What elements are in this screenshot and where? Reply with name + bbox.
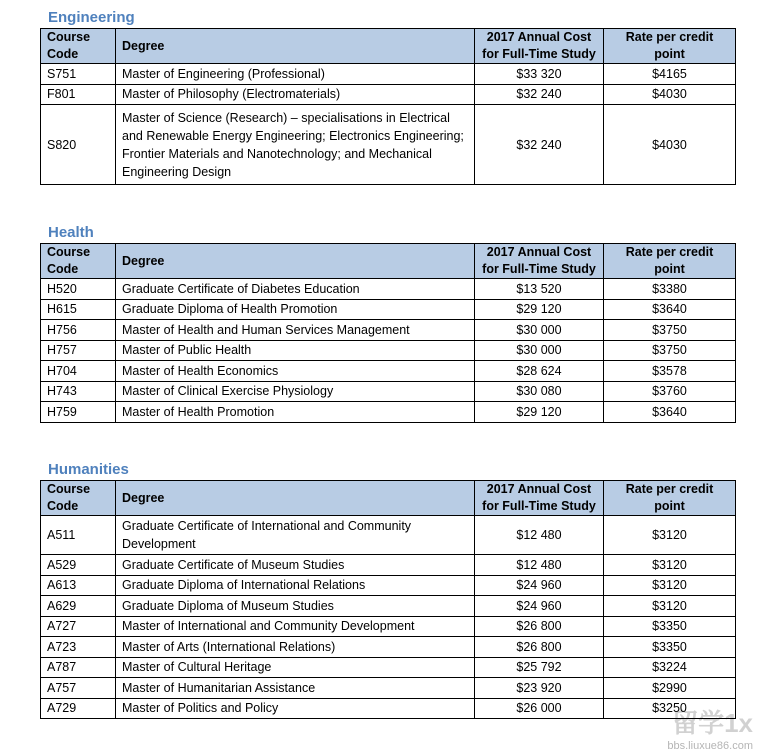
annual-cost: $30 000 [475, 340, 604, 361]
degree-name: Master of Health Economics [116, 361, 475, 382]
degree-name: Master of Humanitarian Assistance [116, 678, 475, 699]
table-row [41, 279, 736, 300]
annual-cost: $33 320 [475, 64, 604, 85]
table-row [41, 637, 736, 658]
degree-name: Graduate Diploma of Museum Studies [116, 596, 475, 617]
credit-rate: $3750 [604, 320, 736, 341]
section-title: Health [48, 224, 94, 241]
table-header-row [41, 481, 736, 516]
table-row [41, 64, 736, 85]
header-rate: Rate per credit point [604, 481, 736, 516]
annual-cost: $24 960 [475, 575, 604, 596]
course-code: S820 [41, 105, 116, 185]
table-row [41, 555, 736, 576]
degree-name: Master of Cultural Heritage [116, 657, 475, 678]
degree-name: Master of Philosophy (Electromaterials) [116, 84, 475, 105]
degree-name: Master of Science (Research) – specialisations in Electrical and Renewable Energy Engineering; Electronics Engineering; Frontier Materials and Nanotechnology; and Mechanical Engineering Design [116, 105, 475, 185]
fee-table [40, 28, 736, 185]
table-row [41, 320, 736, 341]
course-code: A787 [41, 657, 116, 678]
degree-name: Graduate Certificate of Museum Studies [116, 555, 475, 576]
table-row [41, 678, 736, 699]
table-row [41, 616, 736, 637]
credit-rate: $3380 [604, 279, 736, 300]
table-row [41, 105, 736, 185]
credit-rate: $3640 [604, 402, 736, 423]
table-row [41, 657, 736, 678]
credit-rate: $3224 [604, 657, 736, 678]
annual-cost: $24 960 [475, 596, 604, 617]
degree-name: Graduate Certificate of International and Community Development [116, 516, 475, 555]
credit-rate: $4165 [604, 64, 736, 85]
credit-rate: $4030 [604, 84, 736, 105]
section-engineering [40, 8, 735, 185]
table-row [41, 299, 736, 320]
header-rate: Rate per credit point [604, 29, 736, 64]
annual-cost: $12 480 [475, 516, 604, 555]
annual-cost: $12 480 [475, 555, 604, 576]
header-course-code: Course Code [41, 481, 116, 516]
annual-cost: $29 120 [475, 402, 604, 423]
credit-rate: $3120 [604, 555, 736, 576]
header-course-code: Course Code [41, 244, 116, 279]
degree-name: Master of Politics and Policy [116, 698, 475, 719]
header-rate: Rate per credit point [604, 244, 736, 279]
course-code: A729 [41, 698, 116, 719]
annual-cost: $13 520 [475, 279, 604, 300]
table-row [41, 340, 736, 361]
course-code: A629 [41, 596, 116, 617]
section-title: Engineering [48, 9, 135, 26]
degree-name: Master of Engineering (Professional) [116, 64, 475, 85]
degree-name: Graduate Diploma of International Relations [116, 575, 475, 596]
annual-cost: $32 240 [475, 105, 604, 185]
course-code: H757 [41, 340, 116, 361]
course-code: H615 [41, 299, 116, 320]
course-code: A727 [41, 616, 116, 637]
credit-rate: $3578 [604, 361, 736, 382]
credit-rate: $3350 [604, 616, 736, 637]
header-degree: Degree [116, 244, 475, 279]
annual-cost: $30 000 [475, 320, 604, 341]
course-code: H704 [41, 361, 116, 382]
course-code: H743 [41, 381, 116, 402]
course-code: H759 [41, 402, 116, 423]
course-code: A723 [41, 637, 116, 658]
degree-name: Master of Health Promotion [116, 402, 475, 423]
table-header-row [41, 29, 736, 64]
credit-rate: $3120 [604, 596, 736, 617]
degree-name: Master of Clinical Exercise Physiology [116, 381, 475, 402]
header-course-code: Course Code [41, 29, 116, 64]
course-code: A529 [41, 555, 116, 576]
annual-cost: $28 624 [475, 361, 604, 382]
annual-cost: $26 800 [475, 637, 604, 658]
degree-name: Master of International and Community Development [116, 616, 475, 637]
degree-name: Master of Health and Human Services Management [116, 320, 475, 341]
table-row [41, 84, 736, 105]
table-row [41, 361, 736, 382]
course-code: S751 [41, 64, 116, 85]
credit-rate: $3350 [604, 637, 736, 658]
fee-table [40, 480, 736, 719]
credit-rate: $4030 [604, 105, 736, 185]
credit-rate: $3750 [604, 340, 736, 361]
table-row [41, 596, 736, 617]
fee-table [40, 243, 736, 423]
header-annual-cost: 2017 Annual Cost for Full-Time Study [475, 244, 604, 279]
header-degree: Degree [116, 29, 475, 64]
annual-cost: $25 792 [475, 657, 604, 678]
credit-rate: $3120 [604, 516, 736, 555]
table-row [41, 698, 736, 719]
credit-rate: $2990 [604, 678, 736, 699]
header-annual-cost: 2017 Annual Cost for Full-Time Study [475, 481, 604, 516]
course-code: F801 [41, 84, 116, 105]
degree-name: Master of Public Health [116, 340, 475, 361]
credit-rate: $3250 [604, 698, 736, 719]
degree-name: Graduate Certificate of Diabetes Education [116, 279, 475, 300]
course-code: H756 [41, 320, 116, 341]
degree-name: Graduate Diploma of Health Promotion [116, 299, 475, 320]
table-row [41, 575, 736, 596]
annual-cost: $26 800 [475, 616, 604, 637]
header-degree: Degree [116, 481, 475, 516]
watermark-url: bbs.liuxue86.com [667, 740, 753, 752]
table-row [41, 402, 736, 423]
credit-rate: $3120 [604, 575, 736, 596]
annual-cost: $26 000 [475, 698, 604, 719]
table-row [41, 381, 736, 402]
course-code: A511 [41, 516, 116, 555]
annual-cost: $29 120 [475, 299, 604, 320]
course-code: H520 [41, 279, 116, 300]
section-title: Humanities [48, 461, 129, 478]
section-humanities [40, 460, 735, 719]
annual-cost: $23 920 [475, 678, 604, 699]
section-health [40, 223, 735, 423]
header-annual-cost: 2017 Annual Cost for Full-Time Study [475, 29, 604, 64]
table-row [41, 516, 736, 555]
credit-rate: $3760 [604, 381, 736, 402]
table-header-row [41, 244, 736, 279]
annual-cost: $30 080 [475, 381, 604, 402]
course-code: A757 [41, 678, 116, 699]
degree-name: Master of Arts (International Relations) [116, 637, 475, 658]
course-code: A613 [41, 575, 116, 596]
watermark-text: 留学1x [672, 708, 753, 738]
credit-rate: $3640 [604, 299, 736, 320]
annual-cost: $32 240 [475, 84, 604, 105]
